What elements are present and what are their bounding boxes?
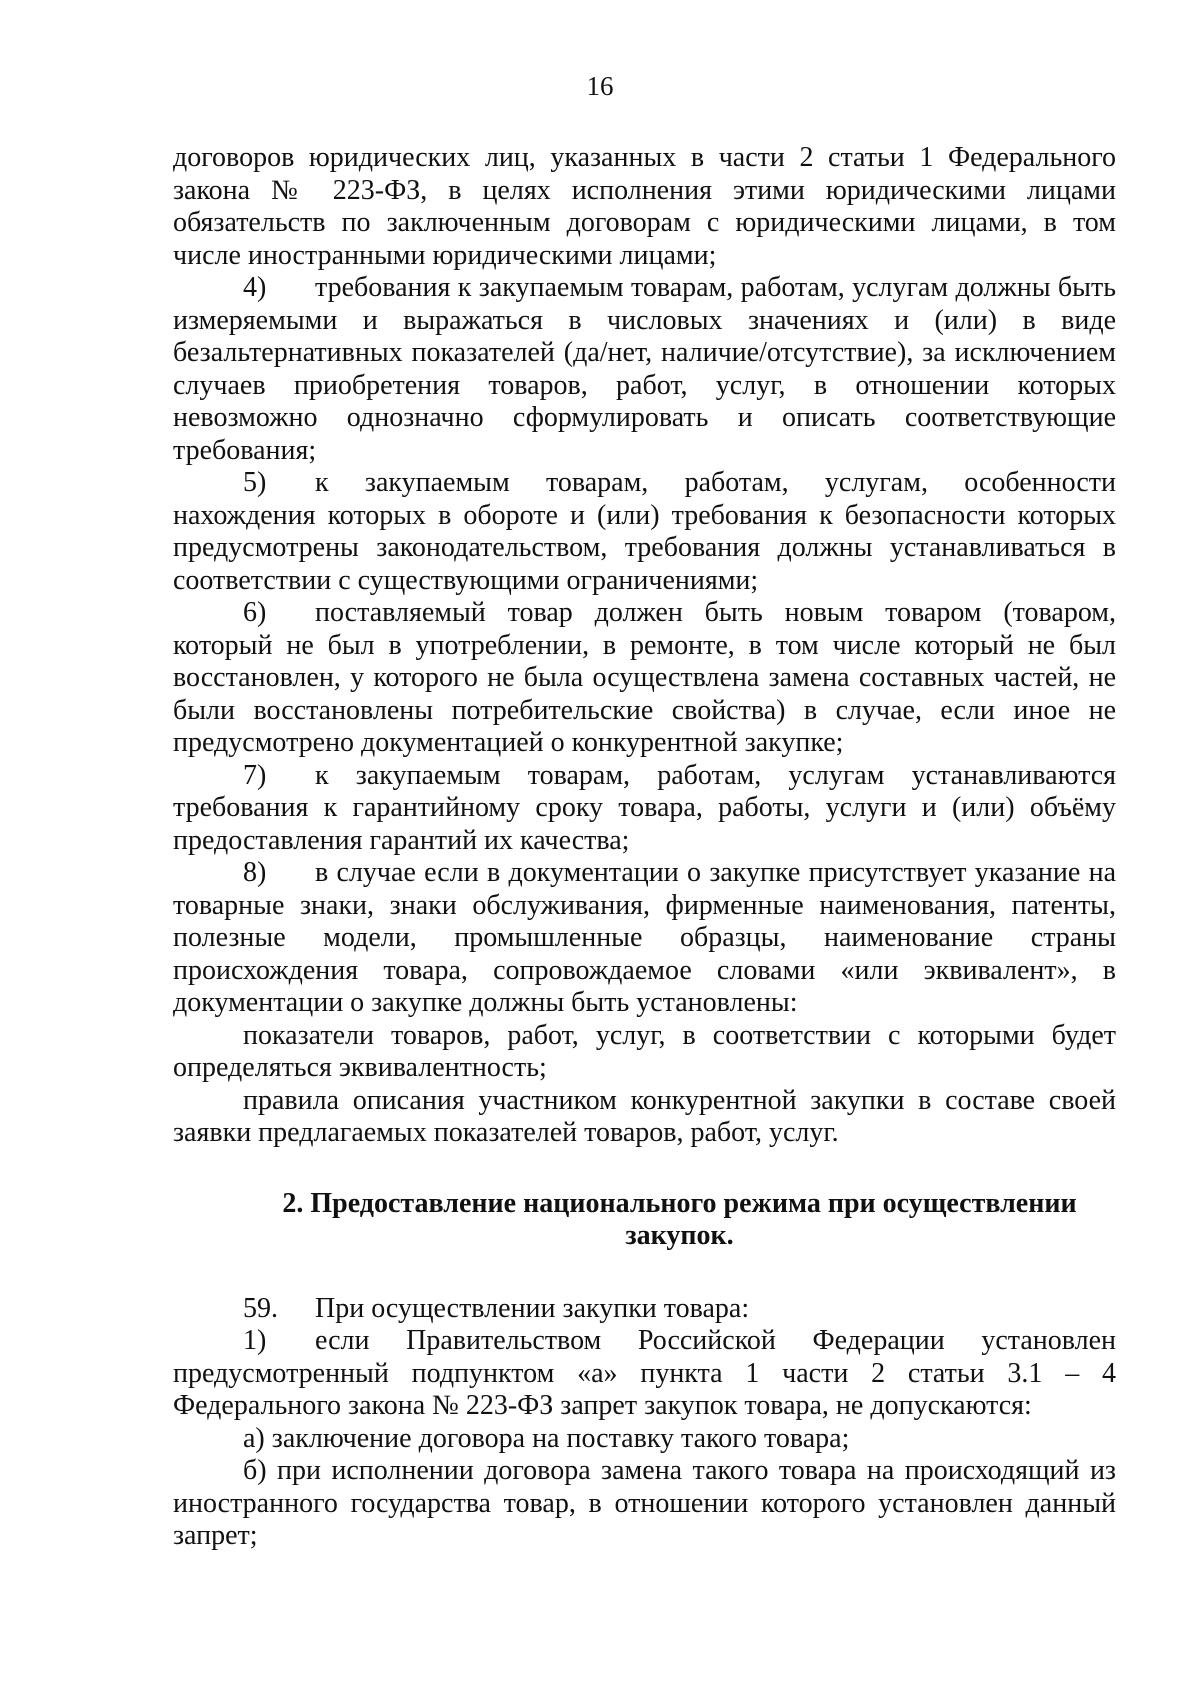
paragraph-text: к закупаемым товарам, работам, услугам, особенности нахождения которых в обороте и (или) требования к безопасности которых предусмотрены законодательством, требования должны устанавливаться в соответствии с существующими ограничениями; — [173, 467, 1116, 596]
section-heading — [173, 1188, 1116, 1253]
sub-paragraph-rules — [173, 1085, 1116, 1150]
sub-paragraph-indicators — [173, 1020, 1116, 1085]
item-number: 6) — [243, 597, 267, 628]
list-item-1 — [173, 1325, 1116, 1423]
list-item-4 — [173, 272, 1116, 467]
paragraph-text: если Правительством Российской Федерации установлен предусмотренный подпунктом «а» пункта 1 части 2 статьи 3.1 – 4 Федерального закона № 223-ФЗ запрет закупок товара, не допускаются: — [173, 1325, 1116, 1421]
paragraph-text: договоров юридических лиц, указанных в части 2 статьи 1 Федерального закона № 223-ФЗ, в целях исполнения этими юридическими лицами обязательств по заключенным договорам с юридическими лицами, в том числе иностранными юридическими лицами; — [173, 142, 1116, 271]
item-number: 8) — [243, 857, 267, 888]
list-item-8 — [173, 857, 1116, 1020]
paragraph-text: правила описания участником конкурентной закупки в составе своей заявки предлагаемых показателей товаров, работ, услуг. — [173, 1084, 1116, 1148]
paragraph-text: требования к закупаемым товарам, работам, услугам должны быть измеряемыми и выражаться в числовых значениях и (или) в виде безальтернативных показателей (да/нет, наличие/отсутствие), за исключением случаев приобретения товаров, работ, услуг, в отношении которых невозможно однозначно сформулировать и описать соответствующие требования; — [173, 272, 1116, 466]
paragraph-text: поставляемый товар должен быть новым товаром (товаром, который не был в употреблении, в ремонте, в том числе который не был восстановлен, у которого не была осуществлена замена составных частей, не были восстановлены потребительские свойства) в случае, если иное не предусмотрено документацией о конкурентной закупке; — [173, 597, 1116, 758]
paragraph-text: При осуществлении закупки товара: — [315, 1292, 750, 1324]
item-number: 5) — [243, 467, 267, 498]
paragraph-text: б) при исполнении договора замена такого товара на происходящий из иностранного государства товар, в отношении которого установлен данный запрет; — [173, 1455, 1116, 1551]
item-number: 4) — [243, 272, 267, 303]
paragraph-text: в случае если в документации о закупке присутствует указание на товарные знаки, знаки обслуживания, фирменные наименования, патенты, полезные модели, промышленные образцы, наименование страны происхождения товара, сопровождаемое словами «или эквивалент», в документации о закупке должны быть установлены: — [173, 857, 1116, 1018]
paragraph-continuation — [173, 142, 1116, 272]
page-number: 16 — [586, 71, 614, 101]
sub-item-b — [173, 1455, 1116, 1553]
item-number: 7) — [243, 759, 267, 791]
item-number: 1) — [243, 1325, 267, 1356]
document-body — [173, 142, 1116, 1553]
clause-59 — [173, 1293, 1116, 1326]
sub-item-a — [173, 1423, 1116, 1456]
section-heading-line-1: 2. Предоставление национального режима при осуществлении — [282, 1187, 1077, 1219]
item-number: 59. — [243, 1292, 278, 1324]
list-item-5 — [173, 467, 1116, 597]
paragraph-text: показатели товаров, работ, услуг, в соответствии с которыми будет определяться эквивалентность; — [173, 1019, 1116, 1083]
paragraph-text: к закупаемым товарам, работам, услугам устанавливаются требования к гарантийному сроку товара, работы, услуги и (или) объёму предоставления гарантий их качества; — [173, 759, 1116, 856]
paragraph-text: а) заключение договора на поставку такого товара; — [243, 1422, 850, 1454]
list-item-7 — [173, 760, 1116, 858]
list-item-6 — [173, 597, 1116, 760]
section-heading-line-2: закупок. — [625, 1220, 734, 1251]
